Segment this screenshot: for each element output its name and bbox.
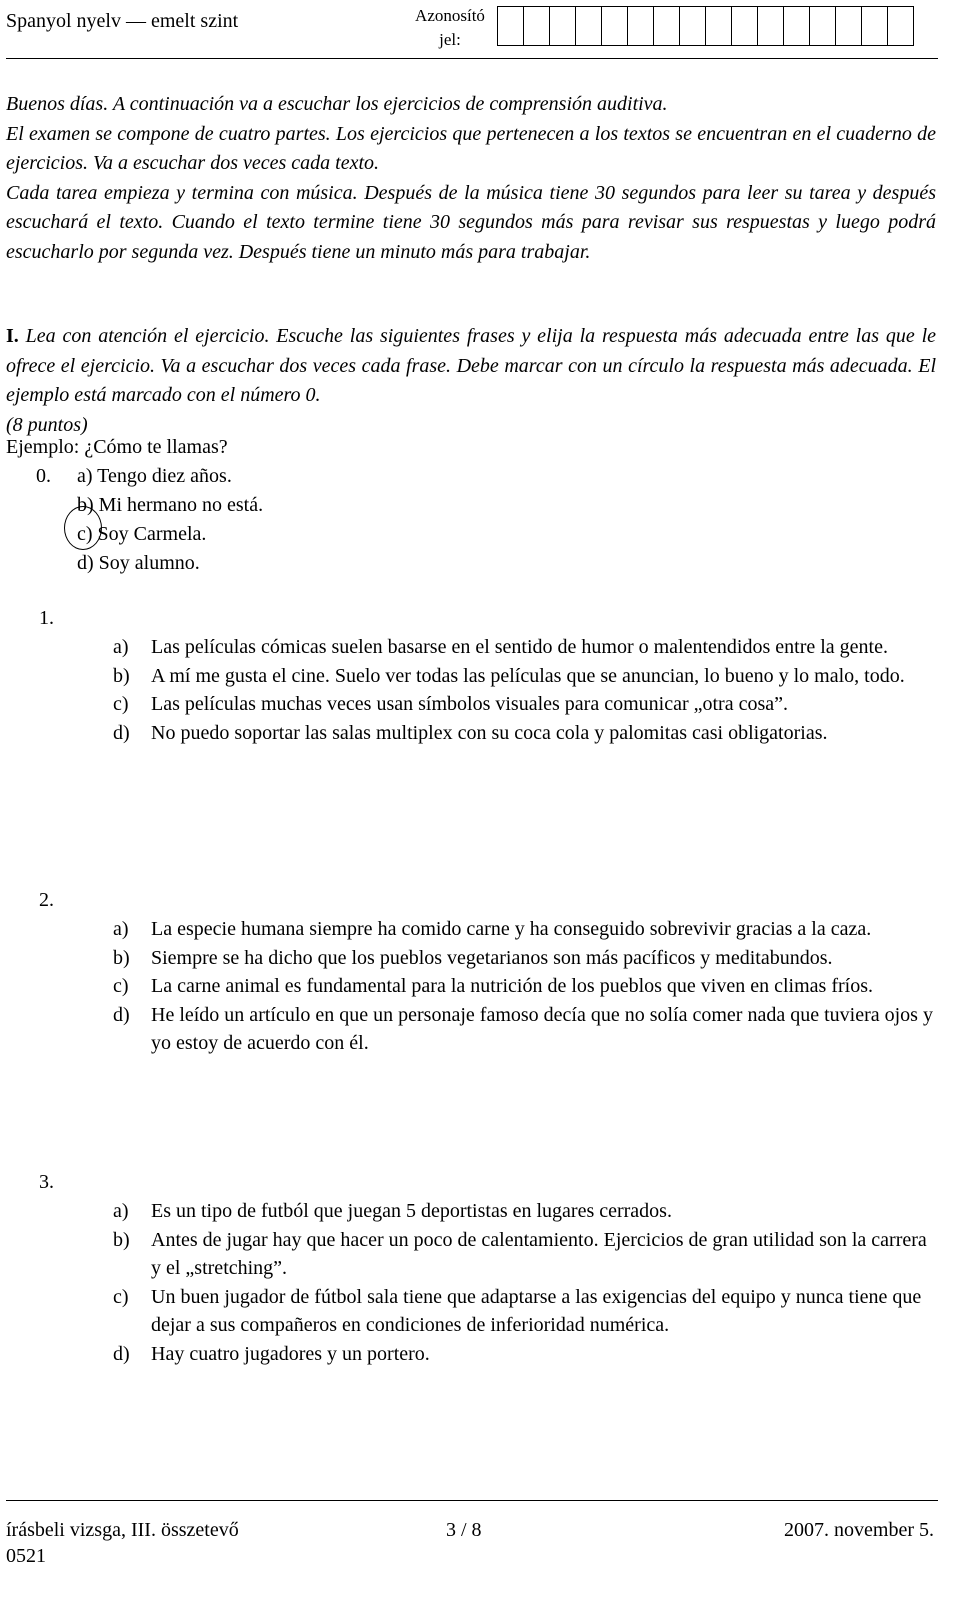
example-options xyxy=(77,462,263,578)
id-box xyxy=(835,6,862,46)
question-number: 2. xyxy=(39,889,54,911)
id-label: Azonosító jel: xyxy=(415,6,485,49)
task-number: I. xyxy=(6,325,19,347)
answer-option[interactable] xyxy=(113,662,933,691)
question-options xyxy=(113,633,933,747)
id-box xyxy=(705,6,732,46)
option-letter: a) xyxy=(113,1200,129,1222)
option-letter: d) xyxy=(113,1342,130,1365)
option-letter: a) xyxy=(113,918,129,940)
option-letter: d) xyxy=(113,1003,130,1026)
answer-option[interactable] xyxy=(113,972,933,1001)
footer-divider xyxy=(6,1500,938,1501)
task-text: Lea con atención el ejercicio. Escuche las siguientes frases y elija la respuesta más adecuada entre las que le ofrece el ejercicio. Va a escuchar dos veces cada frase. Debe marcar con un círculo la respuesta más adecuada. El ejemplo está marcado con el número 0. xyxy=(6,325,936,406)
option-letter: c) xyxy=(113,975,129,997)
option-letter: c) xyxy=(113,693,129,715)
option-letter: d) xyxy=(113,721,130,744)
id-box xyxy=(757,6,784,46)
example-option: d) Soy alumno. xyxy=(77,552,200,574)
id-box xyxy=(861,6,888,46)
option-letter: c) xyxy=(113,1285,129,1308)
option-letter: b) xyxy=(113,946,130,969)
option-text: Hay cuatro jugadores y un portero. xyxy=(151,1342,430,1365)
header-divider xyxy=(6,58,938,59)
answer-option[interactable] xyxy=(113,633,933,662)
example-option: c) Soy Carmela. xyxy=(77,523,207,545)
id-box xyxy=(653,6,680,46)
footer-page-number: 3 / 8 xyxy=(446,1519,482,1541)
page-header-title: Spanyol nyelv — emelt szint xyxy=(6,10,239,32)
footer-code: 0521 xyxy=(6,1545,46,1567)
intro-paragraph: Buenos días. A continuación va a escuchar los ejercicios de comprensión auditiva. xyxy=(6,93,668,115)
option-text: La especie humana siempre ha comido carne y ha conseguido sobrevivir gracias a la caza. xyxy=(151,918,872,940)
question-options xyxy=(113,915,933,1058)
id-box xyxy=(809,6,836,46)
id-boxes xyxy=(497,6,913,46)
footer-date: 2007. november 5. xyxy=(784,1519,934,1541)
example-number: 0. xyxy=(36,465,51,487)
option-text: Las películas cómicas suelen basarse en el sentido de humor o malentendidos entre la gente. xyxy=(151,636,888,658)
id-box xyxy=(523,6,550,46)
instructions-intro xyxy=(6,90,936,267)
example-option: b) Mi hermano no está. xyxy=(77,494,264,516)
option-text: Las películas muchas veces usan símbolos visuales para comunicar „otra cosa”. xyxy=(151,693,789,715)
option-letter: b) xyxy=(113,1228,130,1251)
option-letter: b) xyxy=(113,664,130,687)
intro-paragraph: El examen se compone de cuatro partes. Los ejercicios que pertenecen a los textos se encuentran en el cuaderno de ejercicios. Va a escuchar dos veces cada texto. xyxy=(6,122,936,174)
question-number: 3. xyxy=(39,1171,54,1193)
option-text: La carne animal es fundamental para la nutrición de los pueblos que viven en climas fríos. xyxy=(151,975,873,997)
id-box xyxy=(497,6,524,46)
answer-option[interactable] xyxy=(113,1340,933,1369)
example-label: Ejemplo: ¿Cómo te llamas? xyxy=(6,436,228,458)
id-box xyxy=(887,6,914,46)
option-text: Es un tipo de futból que juegan 5 deportistas en lugares cerrados. xyxy=(151,1200,672,1222)
option-letter: a) xyxy=(113,636,129,658)
footer-exam-label: írásbeli vizsga, III. összetevő xyxy=(6,1519,239,1541)
answer-option[interactable] xyxy=(113,944,933,973)
answer-circle-mark xyxy=(64,506,102,550)
example-option: a) Tengo diez años. xyxy=(77,465,232,487)
id-box xyxy=(549,6,576,46)
answer-option[interactable] xyxy=(113,1001,933,1058)
answer-option[interactable] xyxy=(113,1283,933,1340)
id-box xyxy=(627,6,654,46)
option-text: He leído un artículo en que un personaje famoso decía que no solía comer nada que tuviera ojos y yo estoy de acuerdo con él. xyxy=(151,1003,933,1054)
question-options xyxy=(113,1197,933,1368)
answer-option[interactable] xyxy=(113,719,933,748)
id-box xyxy=(601,6,628,46)
intro-paragraph: Cada tarea empieza y termina con música. Después de la música tiene 30 segundos para leer su tarea y después escuchará el texto. Cuando el texto termine tiene 30 segundos más para revisar sus respuestas y luego podrá escucharlo por segunda vez. Después tiene un minuto más para trabajar. xyxy=(6,181,936,263)
answer-option[interactable] xyxy=(113,1197,933,1226)
task-instructions xyxy=(6,322,936,440)
id-box xyxy=(731,6,758,46)
question-number: 1. xyxy=(39,607,54,629)
option-text: Siempre se ha dicho que los pueblos vegetarianos son más pacíficos y meditabundos. xyxy=(151,946,833,969)
answer-option[interactable] xyxy=(113,690,933,719)
option-text: Antes de jugar hay que hacer un poco de calentamiento. Ejercicios de gran utilidad son la carrera y el „stretching”. xyxy=(151,1228,927,1279)
answer-option[interactable] xyxy=(113,1226,933,1283)
option-text: No puedo soportar las salas multiplex con su coca cola y palomitas casi obligatorias. xyxy=(151,721,828,744)
answer-option[interactable] xyxy=(113,915,933,944)
id-box xyxy=(679,6,706,46)
task-points: (8 puntos) xyxy=(6,413,88,436)
id-box xyxy=(575,6,602,46)
option-text: Un buen jugador de fútbol sala tiene que adaptarse a las exigencias del equipo y nunca tiene que dejar a sus compañeros en condiciones de inferioridad numérica. xyxy=(151,1285,922,1336)
option-text: A mí me gusta el cine. Suelo ver todas las películas que se anuncian, lo bueno y lo malo, todo. xyxy=(151,664,905,687)
id-box xyxy=(783,6,810,46)
